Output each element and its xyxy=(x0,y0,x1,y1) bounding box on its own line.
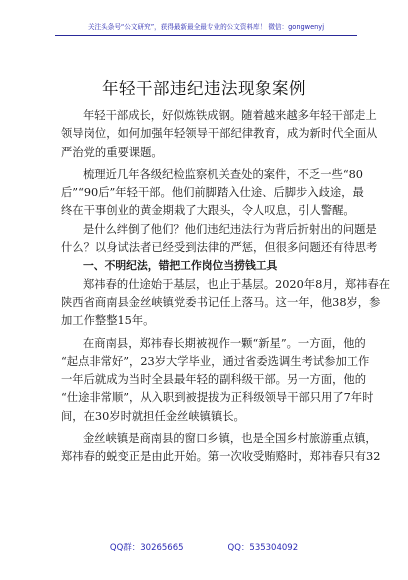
paragraph-line: 后”“90后”年轻干部。他们前脚踏入仕途、后脚步入歧途，最 xyxy=(61,186,364,200)
paragraph-line: 领导岗位，如何加强年轻领导干部纪律教育，成为新时代全面从 xyxy=(61,127,378,141)
document-title: 年轻干部违纪违法现象案例 xyxy=(102,79,306,98)
paragraph-line: “起点非常好”，23岁大学毕业，通过省委选调生考试参加工作 xyxy=(61,354,370,368)
paragraph-line: 郑祎春的仕途始于基层，也止于基层。2020年8月，郑祎春在 xyxy=(83,277,391,291)
paragraph-line: 在商南县，郑祎春长期被视作一颗“新星”。一方面，他的 xyxy=(83,336,366,350)
paragraph-line: 严治党的重要课题。 xyxy=(61,145,163,159)
paragraph-line: 梳理近几年各级纪检监察机关查处的案件，不乏一些“80 xyxy=(83,167,363,181)
footer-contact xyxy=(0,541,408,553)
paragraph-line: 间，在30岁时就担任金丝峡镇镇长。 xyxy=(61,409,245,423)
paragraph-line: 年轻干部成长，好似炼铁成钢。随着越来越多年轻干部走上 xyxy=(83,109,377,122)
section-heading: 一、不明纪法，错把工作岗位当捞钱工具 xyxy=(83,259,278,273)
paragraph-line: 什么？以身试法者已经受到法律的严惩，但很多问题还有待思考 xyxy=(61,241,378,255)
paragraph-line: 金丝峡镇是商南县的窗口乡镇，也是全国乡村旅游重点镇， xyxy=(83,432,377,446)
document-body xyxy=(61,107,391,467)
header-banner: 关注头条号“公文研究”，获得最新最全最专业的公文资料库！ 微信：gongwenyj xyxy=(55,20,357,36)
paragraph-line: 一年后就成为当时全县最年轻的副科级干部。另一方面，他的 xyxy=(61,373,367,387)
paragraph-line: “仕途非常顺”，从入职到被提拔为正科级领导干部只用了7年时 xyxy=(61,391,374,405)
footer-qq: QQ：535304092 xyxy=(227,543,299,553)
paragraph-line: 是什么绊倒了他们？他们违纪违法行为背后折射出的问题是 xyxy=(83,222,377,236)
paragraph-line: 陕西省商南县金丝峡镇党委书记任上落马。这一年，他38岁，参 xyxy=(61,295,381,309)
paragraph-line: 加工作整整15年。 xyxy=(61,314,155,328)
paragraph-line: 郑祎春的蜕变正是由此开始。第一次收受贿赂时，郑祎春只有32 xyxy=(61,450,381,464)
paragraph-line: 终在干事创业的黄金期栽了大跟头，令人叹息，引人警醒。 xyxy=(61,204,355,218)
footer-qq-group: QQ群：30265665 xyxy=(109,543,184,553)
